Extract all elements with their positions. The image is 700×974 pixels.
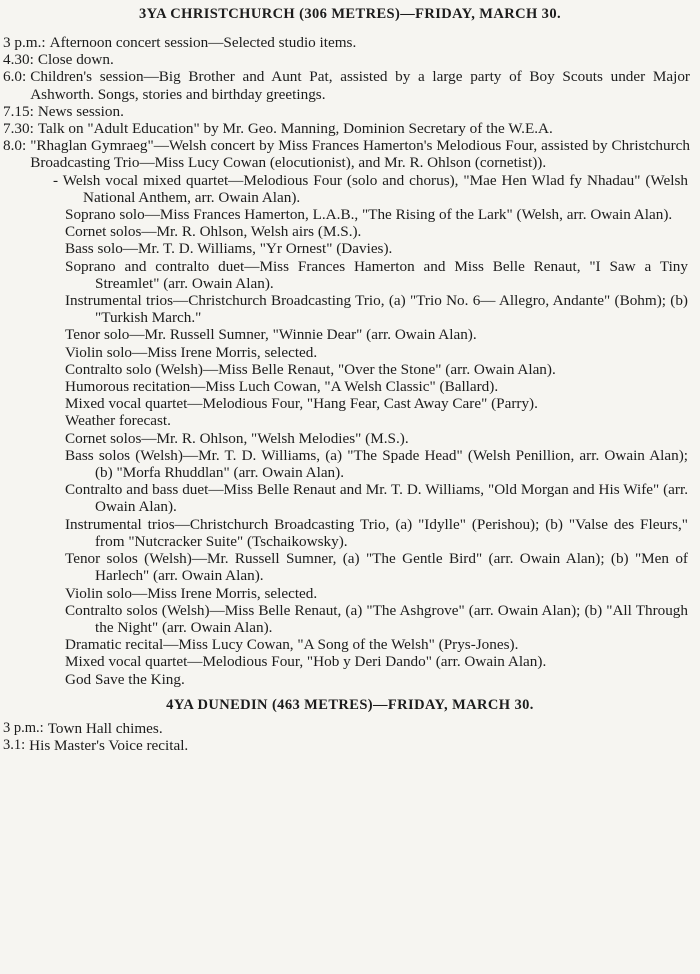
programme-item: - Welsh vocal mixed quartet—Melodious Four (solo and chorus), "Mae Hen Wlad fy Nhadau" (Welsh National Anthem, arr. Owain Alan). (53, 171, 688, 206)
entry-time: 4.30: (3, 51, 34, 69)
schedule-entry (0, 120, 700, 137)
programme-item: Instrumental trios—Christchurch Broadcasting Trio, (a) "Trio No. 6— Allegro, Andante" (Bohm); (b) "Turkish March." (65, 292, 688, 327)
entry-time: 3.1: (3, 736, 26, 753)
entry-time: 3 p.m.: (3, 34, 46, 51)
entry-time: 3 p.m.: (3, 719, 44, 736)
entry-text: Close down. (37, 51, 114, 69)
entry-text: Children's session—Big Brother and Aunt Pat, assisted by a large party of Boy Scouts under Major Ashworth. Songs, stories and birthday greetings. (30, 68, 690, 103)
programme-list (0, 172, 700, 688)
entry-text: "Rhaglan Gymraeg"—Welsh concert by Miss Frances Hamerton's Melodious Four, assisted by Christchurch Broadcasting Trio—Miss Lucy Cowan (elocutionist), and Mr. R. Ohlson (cornetist)). (30, 137, 690, 172)
schedule-entry (0, 137, 700, 171)
station-heading: 3YA CHRISTCHURCH (306 METRES)—FRIDAY, MARCH 30. (138, 6, 562, 22)
station-4ya-section (0, 690, 700, 754)
programme-item: God Save the King. (65, 670, 185, 688)
entry-time: 7.30: (3, 120, 34, 138)
programme-item: Violin solo—Miss Irene Morris, selected. (65, 584, 318, 602)
programme-item: Soprano solo—Miss Frances Hamerton, L.A.B., "The Rising of the Lark" (Welsh, arr. Owain Alan). (65, 206, 673, 224)
entry-text: His Master's Voice recital. (29, 736, 189, 754)
programme-item: Instrumental trios—Christchurch Broadcasting Trio, (a) "Idylle" (Perishou); (b) "Valse des Fleurs," from "Nutcracker Suite" (Tschaikowsky). (65, 515, 688, 550)
programme-item: Humorous recitation—Miss Luch Cowan, "A Welsh Classic" (Ballard). (65, 378, 499, 396)
entry-text: Afternoon concert session—Selected studio items. (49, 34, 357, 51)
programme-item: Soprano and contralto duet—Miss Frances Hamerton and Miss Belle Renaut, "I Saw a Tiny Streamlet" (arr. Owain Alan). (65, 257, 688, 292)
schedule-entry (0, 51, 700, 68)
programme-item: Weather forecast. (65, 412, 171, 430)
programme-item: Contralto solos (Welsh)—Miss Belle Renaut, (a) "The Ashgrove" (arr. Owain Alan); (b) "All Through the Night" (arr. Owain Alan). (65, 601, 688, 636)
entry-time: 8.0: (3, 137, 27, 155)
schedule-entry (0, 34, 700, 51)
entry-text: News session. (37, 102, 124, 120)
programme-item: Cornet solos—Mr. R. Ohlson, "Welsh Melodies" (M.S.). (65, 429, 409, 447)
programme-item: Bass solo—Mr. T. D. Williams, "Yr Ornest" (Davies). (65, 240, 393, 258)
programme-item: Violin solo—Miss Irene Morris, selected. (65, 343, 318, 361)
entry-text: Talk on "Adult Education" by Mr. Geo. Manning, Dominion Secretary of the W.E.A. (37, 120, 553, 138)
programme-item: Dramatic recital—Miss Lucy Cowan, "A Song of the Welsh" (Prys-Jones). (65, 636, 519, 654)
programme-item: Bass solos (Welsh)—Mr. T. D. Williams, (a) "The Spade Head" (Welsh Penillion, arr. Owain Alan); (b) "Morfa Rhuddlan" (arr. Owain Alan). (65, 446, 688, 482)
programme-item: Contralto and bass duet—Miss Belle Renaut and Mr. T. D. Williams, "Old Morgan and His Wife" (arr. Owain Alan). (65, 481, 688, 516)
programme-item: Contralto solo (Welsh)—Miss Belle Renaut, "Over the Stone" (arr. Owain Alan). (65, 360, 556, 378)
programme-item: Tenor solos (Welsh)—Mr. Russell Sumner, (a) "The Gentle Bird" (arr. Owain Alan); (b) "Men of Harlech" (arr. Owain Alan). (65, 550, 688, 585)
entry-text: Town Hall chimes. (47, 719, 163, 737)
programme-item: Mixed vocal quartet—Melodious Four, "Hob y Deri Dando" (arr. Owain Alan). (65, 653, 547, 671)
station-heading: 4YA DUNEDIN (463 METRES)—FRIDAY, MARCH 30. (166, 696, 534, 713)
entry-time: 6.0: (3, 68, 27, 86)
programme-item: Cornet solos—Mr. R. Ohlson, Welsh airs (M.S.). (65, 223, 362, 241)
schedule-entry (0, 68, 700, 102)
schedule-entry (0, 720, 700, 737)
programme-item: Mixed vocal quartet—Melodious Four, "Hang Fear, Cast Away Care" (Parry). (65, 395, 538, 413)
entry-time: 7.15: (3, 102, 34, 120)
schedule-entry (0, 737, 700, 754)
programme-item: Tenor solo—Mr. Russell Sumner, "Winnie Dear" (arr. Owain Alan). (65, 326, 477, 344)
schedule-entry (0, 103, 700, 120)
